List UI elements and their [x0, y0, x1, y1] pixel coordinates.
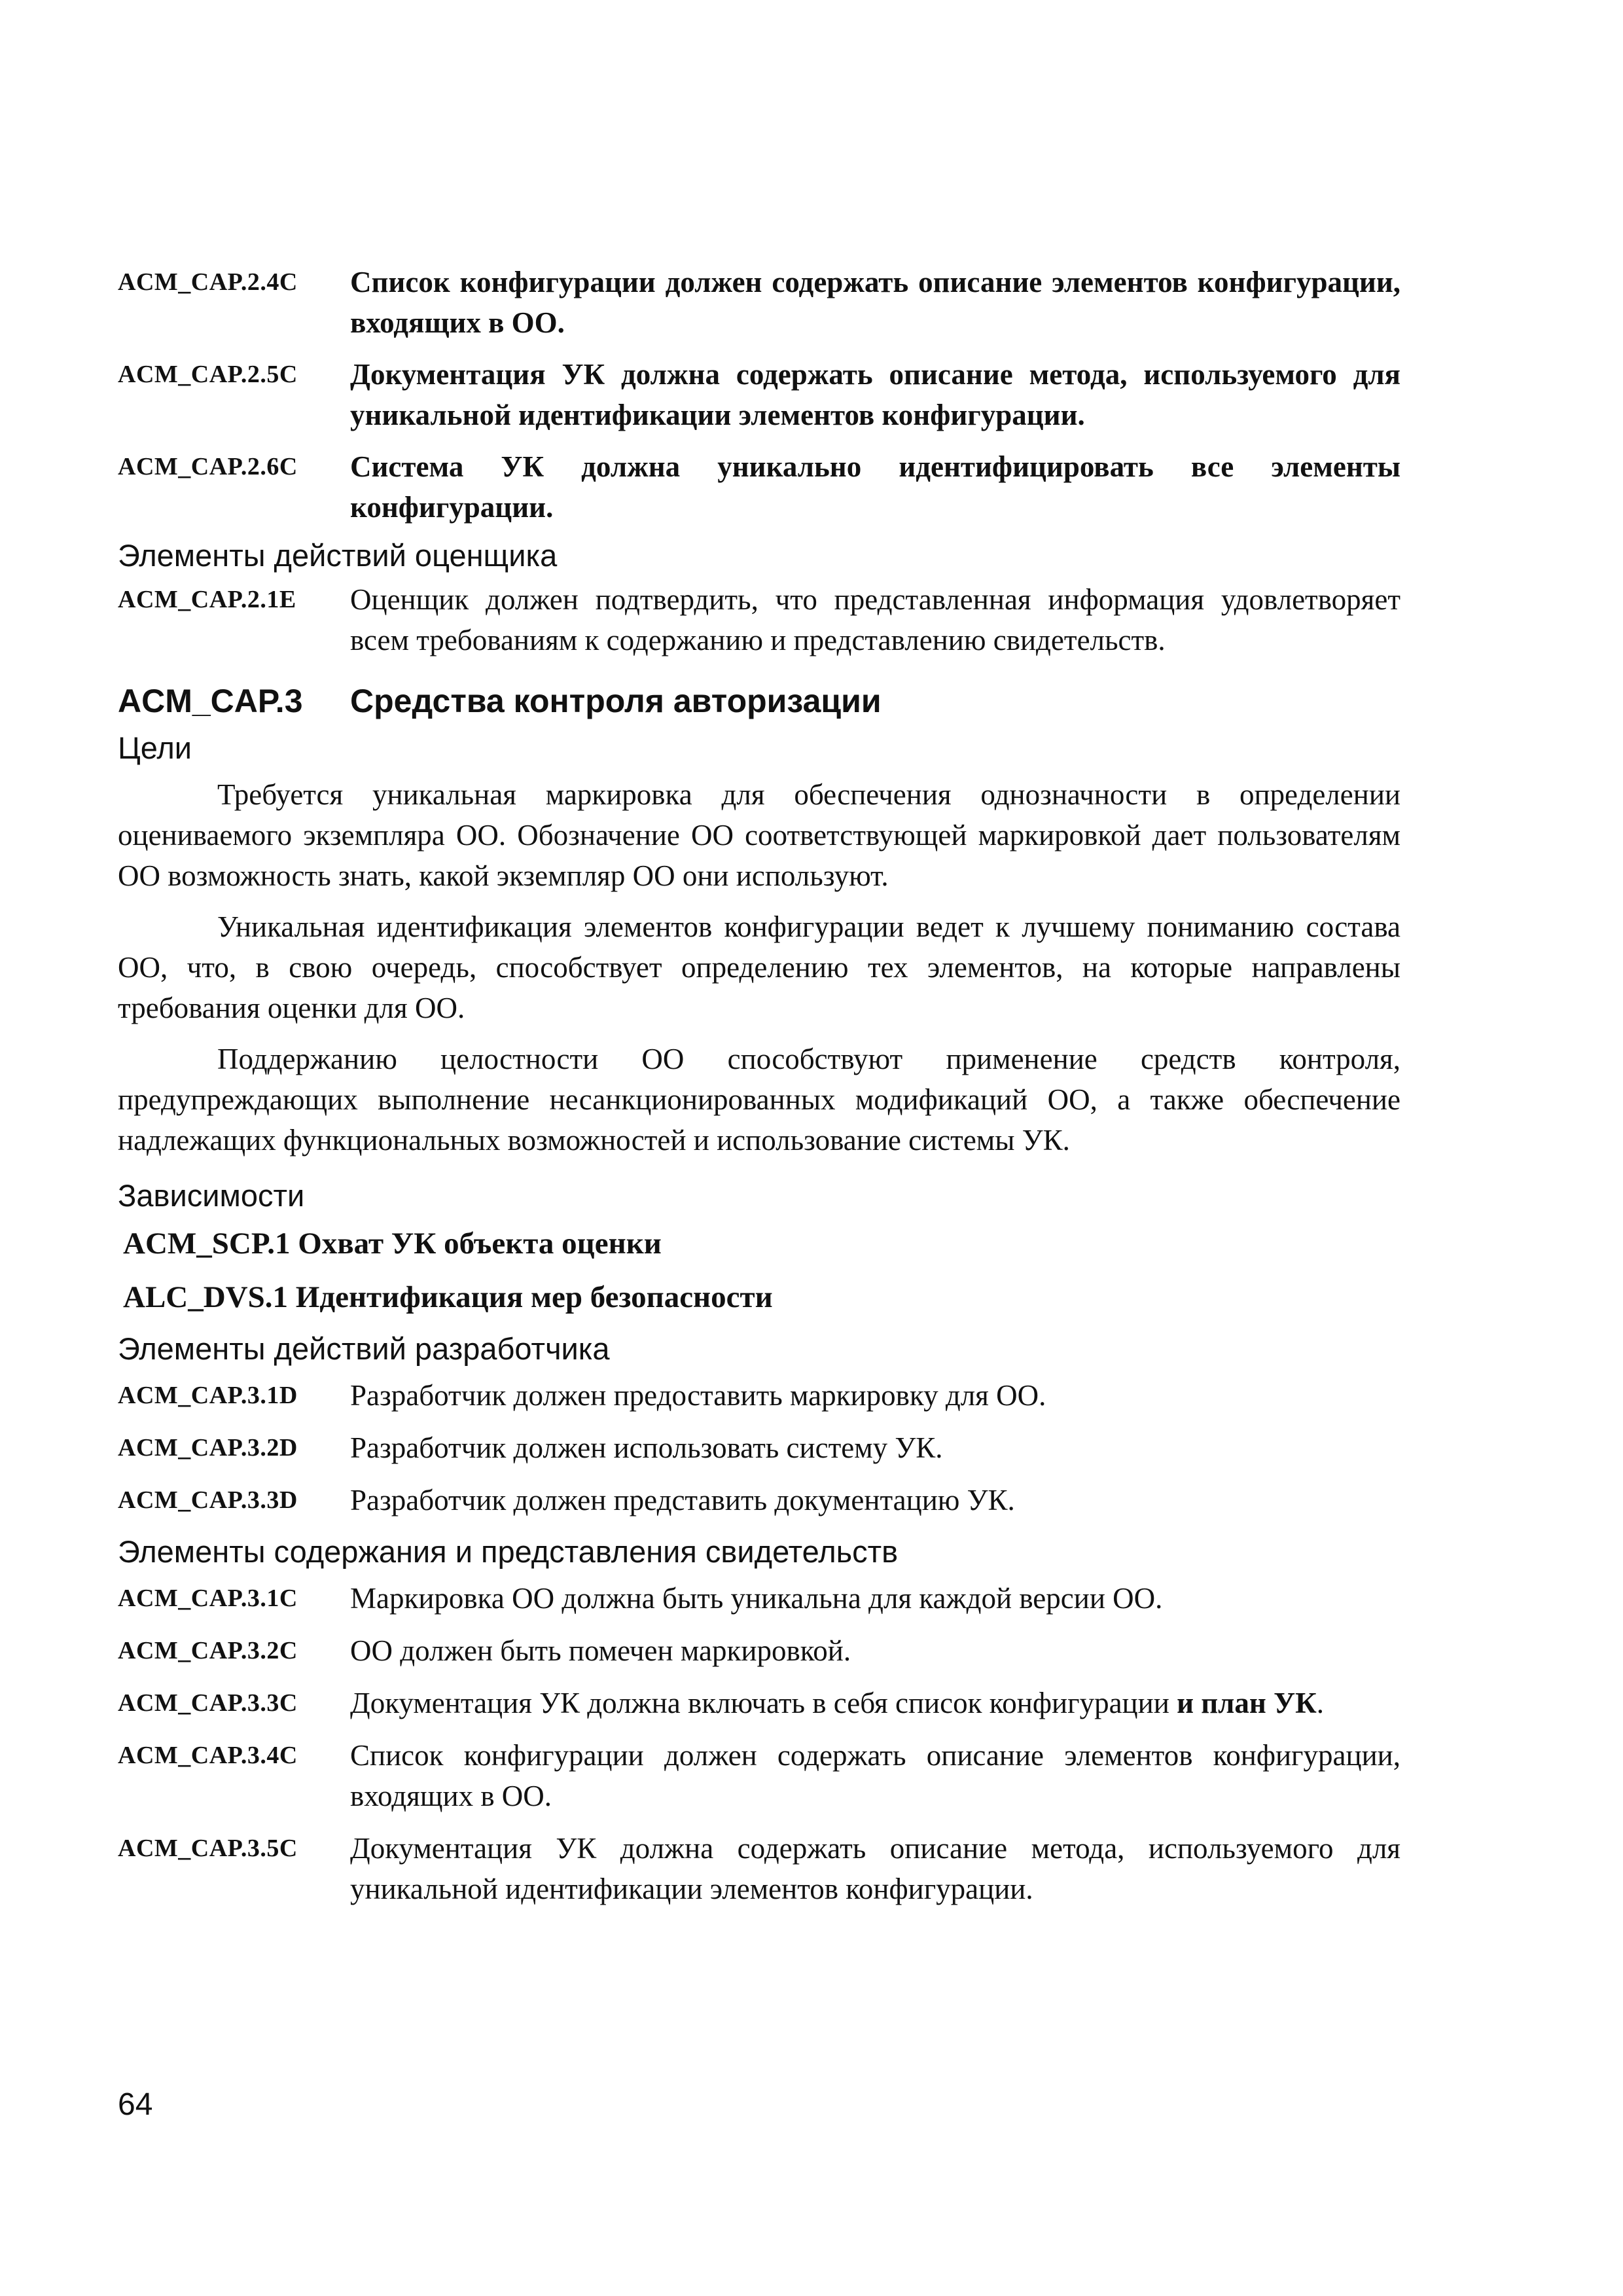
requirement-item: [118, 579, 1400, 660]
requirement-item: [118, 354, 1400, 435]
requirement-code: ACM_CAP.2.4C: [118, 268, 298, 296]
requirement-code: ACM_CAP.3.1D: [118, 1382, 298, 1409]
requirement-text: Список конфигурации должен содержать описание элементов конфигурации, входящих в ОО.: [350, 1739, 1400, 1812]
developer-heading: Элементы действий разработчика: [118, 1331, 610, 1366]
requirement-item: [118, 1683, 1400, 1723]
dependency-item: ACM_SCP.1 Охват УК объекта оценки: [123, 1227, 662, 1261]
section-title: Средства контроля авторизации: [350, 683, 882, 719]
requirement-item: [118, 1630, 1400, 1671]
requirement-item: [118, 262, 1400, 343]
requirement-item: [118, 446, 1400, 528]
requirement-item: [118, 1735, 1400, 1816]
requirement-item: [118, 1427, 1400, 1468]
requirement-text: [350, 1683, 1400, 1723]
requirement-code: ACM_CAP.3.1C: [118, 1585, 298, 1612]
requirement-item: [118, 1578, 1400, 1619]
requirement-text: Список конфигурации должен содержать описание элементов конфигурации, входящих в ОО.: [350, 266, 1400, 339]
requirement-text: Разработчик должен представить документацию УК.: [350, 1484, 1015, 1516]
requirement-item: [118, 1480, 1400, 1520]
goals-paragraph: Поддержанию целостности ОО способствуют применение средств контроля, предупреждающих выполнение несанкционированных модификаций ОО, а также обеспечение надлежащих функциональных возможностей и использование системы УК.: [118, 1043, 1400, 1157]
goals-paragraph: Требуется уникальная маркировка для обеспечения однозначности в определении оцениваемого экземпляра ОО. Обозначение ОО соответствующей маркировкой дает пользователям ОО возможность знать, какой экземпляр ОО они используют.: [118, 778, 1400, 892]
requirement-code: ACM_CAP.2.6C: [118, 453, 298, 480]
requirement-text: Документация УК должна содержать описание метода, используемого для уникальной идентификации элементов конфигурации.: [350, 358, 1400, 431]
requirement-code: ACM_CAP.2.1E: [118, 586, 296, 613]
section-code: ACM_CAP.3: [118, 683, 303, 719]
requirement-code: ACM_CAP.3.5C: [118, 1835, 298, 1862]
requirement-text-end: .: [1316, 1687, 1324, 1719]
requirement-code: ACM_CAP.3.3C: [118, 1689, 298, 1717]
requirement-text-bold: и план УК: [1177, 1687, 1317, 1719]
requirement-item: [118, 1828, 1400, 1909]
requirement-text: Оценщик должен подтвердить, что представленная информация удовлетворяет всем требованиям к содержанию и представлению свидетельств.: [350, 583, 1400, 656]
requirement-code: ACM_CAP.3.4C: [118, 1742, 298, 1769]
requirement-text: Разработчик должен предоставить маркировку для ОО.: [350, 1379, 1046, 1412]
requirement-text: Система УК должна уникально идентифицировать все элементы конфигурации.: [350, 450, 1400, 524]
requirement-code: ACM_CAP.3.2C: [118, 1637, 298, 1664]
page-number: 64: [118, 2087, 153, 2122]
dependency-item: ALC_DVS.1 Идентификация мер безопасности: [123, 1280, 773, 1314]
goals-heading: Цели: [118, 730, 192, 765]
requirement-text: ОО должен быть помечен маркировкой.: [350, 1634, 851, 1667]
requirement-text: Документация УК должна содержать описание метода, используемого для уникальной идентификации элементов конфигурации.: [350, 1832, 1400, 1905]
requirement-text: Разработчик должен использовать систему УК.: [350, 1431, 943, 1464]
requirement-code: ACM_CAP.3.2D: [118, 1434, 298, 1462]
section-heading: [118, 680, 1400, 722]
goals-paragraph: Уникальная идентификация элементов конфигурации ведет к лучшему пониманию состава ОО, что, в свою очередь, способствует определению тех элементов, на которые направлены требования оценки для ОО.: [118, 910, 1400, 1024]
requirement-code: ACM_CAP.2.5C: [118, 361, 298, 388]
requirement-text: Маркировка ОО должна быть уникальна для каждой версии ОО.: [350, 1582, 1163, 1615]
content-heading: Элементы содержания и представления свидетельств: [118, 1534, 899, 1569]
requirement-text-regular: Документация УК должна включать в себя список конфигурации: [350, 1687, 1169, 1719]
requirement-code: ACM_CAP.3.3D: [118, 1486, 298, 1514]
requirement-item: [118, 1375, 1400, 1416]
evaluator-heading: Элементы действий оценщика: [118, 538, 558, 573]
dependencies-heading: Зависимости: [118, 1178, 305, 1213]
